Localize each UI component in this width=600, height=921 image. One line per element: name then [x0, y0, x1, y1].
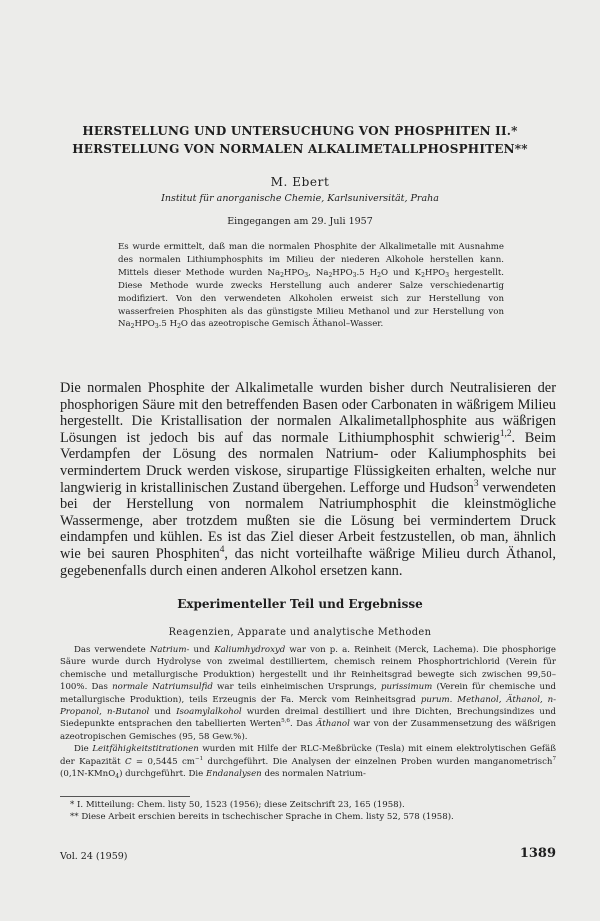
body-paragraph-2: Die Leitfähigkeitstitrationen wurden mit Hilfe der RLC-Meßbrücke (Tesla) mit einem elektrolytischen Gefäß der Kapazität C = 0,5445 $cm^{-1}$ durchgeführt. Die Analysen der einzelnen Proben wurden manganometrisch$^7$ (0,1N-KMnO$_4$) durchgeführt. Die Endanalysen des normalen Natrium- — [60, 744, 557, 781]
footnote-2: ** Diese Arbeit erschien bereits in tschechischer Sprache in Chem. listy 52, 578 (1958). — [70, 812, 454, 823]
author-affiliation: Institut für anorganische Chemie, Karlsuniversität, Praha — [161, 193, 439, 204]
title-line-2: HERSTELLUNG VON NORMALEN ALKALIMETALLPHOSPHITEN** — [72, 142, 528, 156]
volume-label: Vol. 24 (1959) — [60, 851, 128, 862]
body-text — [60, 644, 556, 780]
abstract: Es wurde ermittelt, daß man die normalen Phosphite der Alkalimetalle mit Ausnahme des normalen Lithiumphosphits im Milieu der niederen Alkohole herstellen kann. Mittels dieser Methode wurden $Na_2HPO_3$, $Na_2HPO_3.5$ $H_2O$ und $K_2HPO_3$ hergestellt. Diese Methode wurde zwecks Herstellung auch anderer Salze verschiedenartig modifiziert. Von den verwendeten Alkoholen erweist sich zur Herstellung von wasserfreien Phosphiten als das günstigste Milieu Methanol und zur Herstellung von $Na_2HPO_3.5$ $H_2O$ das azeotropische Gemisch Äthanol–Wasser. — [118, 242, 505, 331]
reference-marker: 4 — [219, 545, 225, 556]
title-line-1: HERSTELLUNG UND UNTERSUCHUNG VON PHOSPHITEN II.* — [82, 124, 518, 138]
received-date: Eingegangen am 29. Juli 1957 — [227, 216, 373, 227]
reference-marker: 3 — [473, 478, 479, 489]
article-title — [40, 122, 560, 158]
introduction-paragraph: Die normalen Phosphite der Alkalimetalle wurden bisher durch Neutralisieren der phosphorigen Säure mit den betreffenden Basen oder Carbonaten in wäßrigem Milieu hergestellt. Die Kristallisation der normalen Alkalimetallphosphite aus wäßrigen Lösungen ist jedoch bis auf das normale Lithiumphosphit schwierig$^{1,2}$. Beim Verdampfen der Lösung des normalen Natrium- oder Kaliumphosphits bei vermindertem Druck werden viskose, sirupartige Flüssigkeiten erhalten, welche nur langwierig in kristallinischen Zustand übergehen. Lefforge und Hudson$^3$ verwendeten bei der Herstellung von normalem Natriumphosphit die kleinstmögliche Wassermenge, aber trotzdem mußten sie die Lösung bei vermindertem Druck eindampfen und kühlen. Es ist das Ziel dieser Arbeit festzustellen, ob man, ähnlich wie bei sauren Phosphiten$^4$, das nicht vorteilhafte wäßrige Milieu durch Äthanol, gegebenenfalls durch einen anderen Alkohol ersetzen kann. — [60, 380, 556, 579]
section-heading: Experimenteller Teil und Ergebnisse — [177, 597, 423, 611]
page-number: 1389 — [519, 846, 556, 861]
footnotes — [60, 799, 556, 824]
author-name: M. Ebert — [270, 175, 330, 189]
footnote-divider — [60, 796, 190, 797]
footnote-1: * I. Mitteilung: Chem. listy 50, 1523 (1956); diese Zeitschrift 23, 165 (1958). — [70, 800, 405, 810]
subsection-heading: Reagenzien, Apparate und analytische Methoden — [168, 627, 432, 638]
reference-marker: 1,2 — [499, 428, 512, 439]
body-paragraph-1: Das verwendete Natrium- und Kaliumhydroxyd war von p. a. Reinheit (Merck, Lachema). Die phosphorige Säure wurde durch Hydrolyse von zweimal destilliertem, chemisch reinem Phosphortrichlorid (Verein für chemische und metallurgische Produktion) hergestellt und ihr Reinheitsgrad bewegte sich zwischen 99,50–100%. Das normale Natriumsulfid war teils einheimischen Ursprungs, purissimum (Verein für chemische und metallurgische Produktion), teils Erzeugnis der Fa. Merck vom Reinheitsgrad purum. Methanol, Äthanol, n-Propanol, n-Butanol und Isoamylalkohol wurden dreimal destilliert und ihre Dichten, Brechungsindizes und Siedepunkte entsprachen den tabellierten Werten$^{5,6}$. Das Äthanol war von der Zusammensetzung des wäßrigen azeotropischen Gemisches (95, 58 Gew.%). — [60, 645, 557, 742]
